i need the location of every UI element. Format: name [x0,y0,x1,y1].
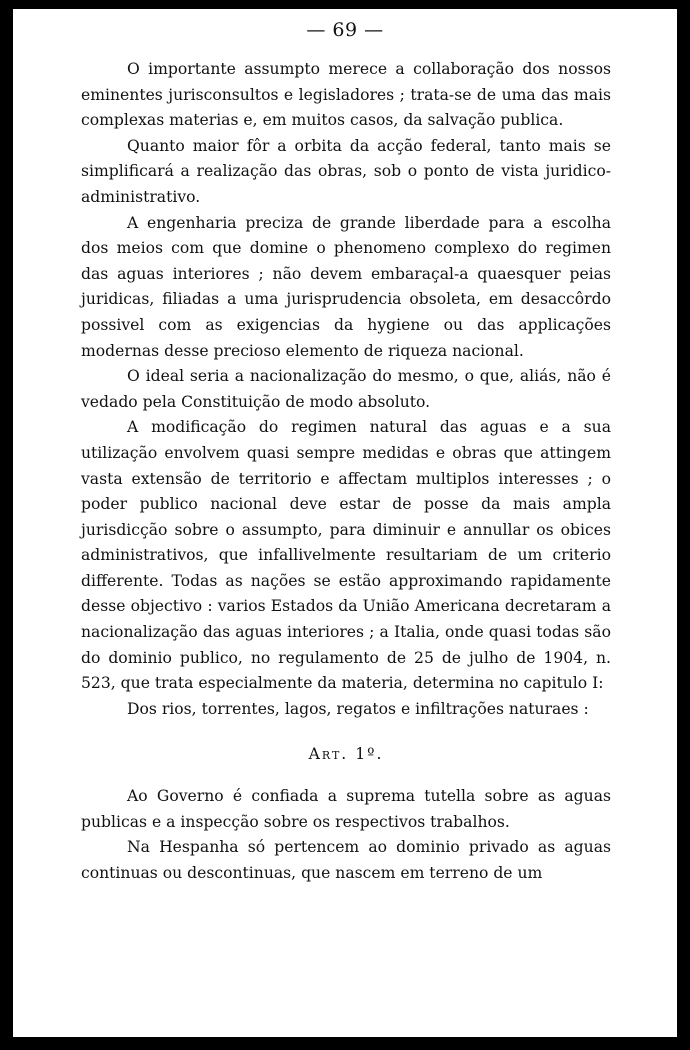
paragraph-federal-action: Quanto maior fôr a orbita da acção federal, tanto mais se simplificará a realização das obras, sob o ponto de vista juridico-administrativo. [81,136,611,206]
book-page [13,9,677,1037]
paragraph-government: Ao Governo é confiada a suprema tutella sobre as aguas publicas e a inspecção sobre os respectivos trabalhos. [81,787,611,831]
paragraph-collaboration: O importante assumpto merece a collaboração dos nossos eminentes jurisconsultos e legisladores ; trata-se de uma das mais complexas materias e, em muitos casos, da salvação publica. [81,60,611,130]
paragraph-nationalization: O ideal seria a nacionalização do mesmo, o que, aliás, não é vedado pela Constituição de modo absoluto. [81,367,611,411]
page-number: — 69 — [306,19,384,41]
article-heading: Art. 1º. [308,745,384,764]
paragraph-spain: Na Hespanha só pertencem ao dominio privado as aguas continuas ou descontinuas, que nascem em terreno de um [81,838,611,882]
paragraph-rivers: Dos rios, torrentes, lagos, regatos e infiltrações naturaes : [127,699,589,718]
page-body [81,57,611,886]
paragraph-engineering: A engenharia preciza de grande liberdade para a escolha dos meios com que domine o phenomeno complexo do regimen das aguas interiores ; não devem embaraçal-a quaesquer peias juridicas, filiadas a uma jurisprudencia obsoleta, em desaccôrdo possivel com as exigencias da hygiene ou das applicações modernas desse precioso elemento de riqueza nacional. [81,213,611,360]
paragraph-water-regime: A modificação do regimen natural das aguas e a sua utilização envolvem quasi sempre medidas e obras que attingem vasta extensão de territorio e affectam multiplos interesses ; o poder publico nacional deve estar de posse da mais ampla jurisdicção sobre o assumpto, para diminuir e annullar os obices administrativos, que infallivelmente resultariam de um criterio differente. Todas as nações se estão approximando rapidamente desse objectivo : varios Estados da União Americana decretaram a nacionalização das aguas interiores ; a Italia, onde quasi todas são do dominio publico, no regulamento de 25 de julho de 1904, n. 523, que trata especialmente da materia, determina no capitulo I: [81,418,611,693]
